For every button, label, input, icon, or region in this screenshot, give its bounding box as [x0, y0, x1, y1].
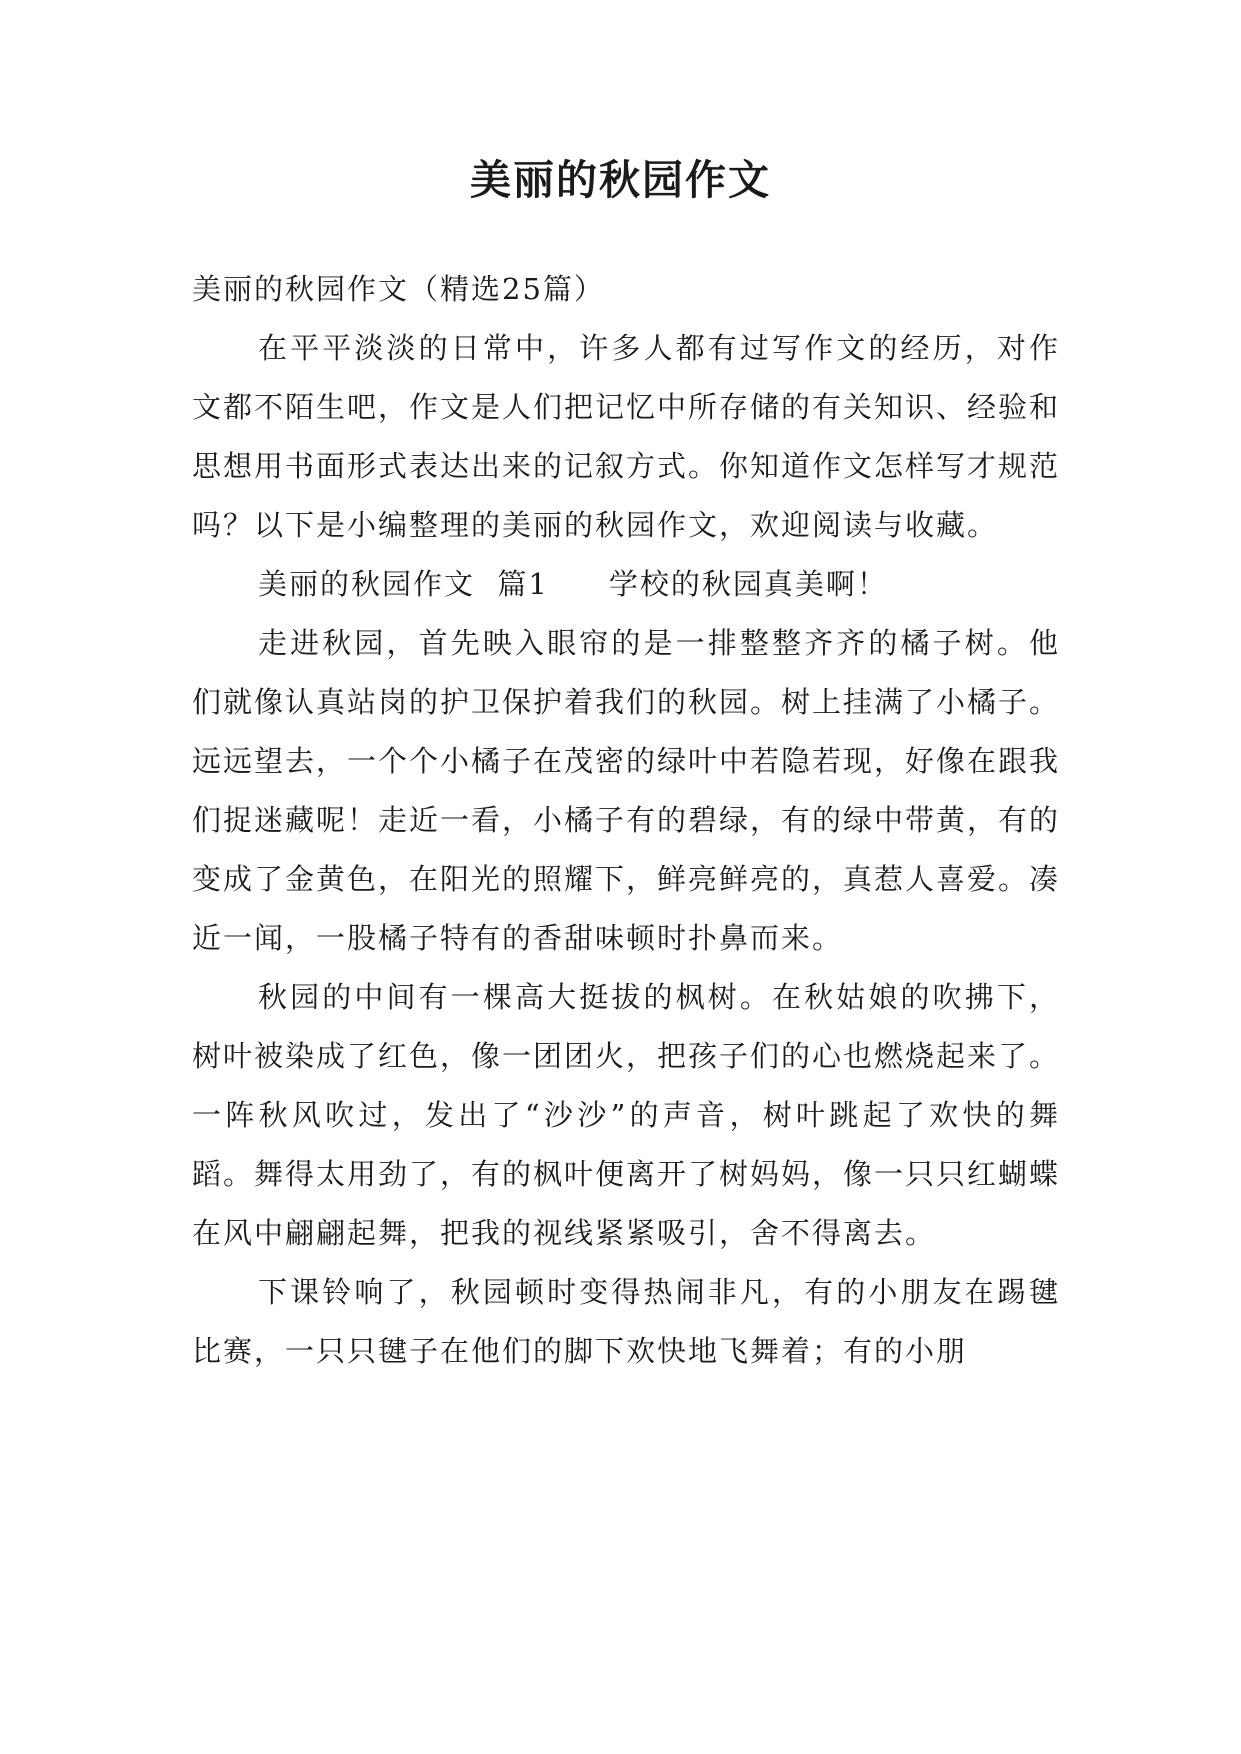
intro-paragraph: 在平平淡淡的日常中，许多人都有过写作文的经历，对作文都不陌生吧，作文是人们把记忆中所存储的有关知识、经验和思想用书面形式表达出来的记叙方式。你知道作文怎样写才规范吗？以下是小编整理的美丽的秋园作文，欢迎阅读与收藏。: [192, 331, 1061, 542]
body-paragraph: 秋园的中间有一棵高大挺拔的枫树。在秋姑娘的吹拂下，树叶被染成了红色，像一团团火，把孩子们的心也燃烧起来了。一阵秋风吹过，发出了“沙沙”的声音，树叶跳起了欢快的舞蹈。舞得太用劲了，有的枫叶便离开了树妈妈，像一只只红蝴蝶在风中翩翩起舞，把我的视线紧紧吸引，舍不得离去。: [192, 980, 1061, 1250]
document-title: 美丽的秋园作文: [470, 156, 771, 204]
body-paragraph: 下课铃响了，秋园顿时变得热闹非凡，有的小朋友在踢毽比赛，一只只毽子在他们的脚下欢快地飞舞着；有的小朋: [192, 1275, 1060, 1368]
body-paragraph: 走进秋园，首先映入眼帘的是一排整整齐齐的橘子树。他们就像认真站岗的护卫保护着我们的秋园。树上挂满了小橘子。远远望去，一个个小橘子在茂密的绿叶中若隐若现，好像在跟我们捉迷藏呢！走近一看，小橘子有的碧绿，有的绿中带黄，有的变成了金黄色，在阳光的照耀下，鲜亮鲜亮的，真惹人喜爱。凑近一闻，一股橘子特有的香甜味顿时扑鼻而来。: [192, 626, 1061, 955]
essay-heading: 美丽的秋园作文 篇1: [258, 567, 549, 601]
essay-heading-line: [192, 555, 1060, 614]
document-subtitle: 美丽的秋园作文（精选25篇）: [192, 272, 605, 306]
document-body: [192, 260, 1060, 1381]
essay-first-line: 学校的秋园真美啊！: [608, 567, 888, 601]
